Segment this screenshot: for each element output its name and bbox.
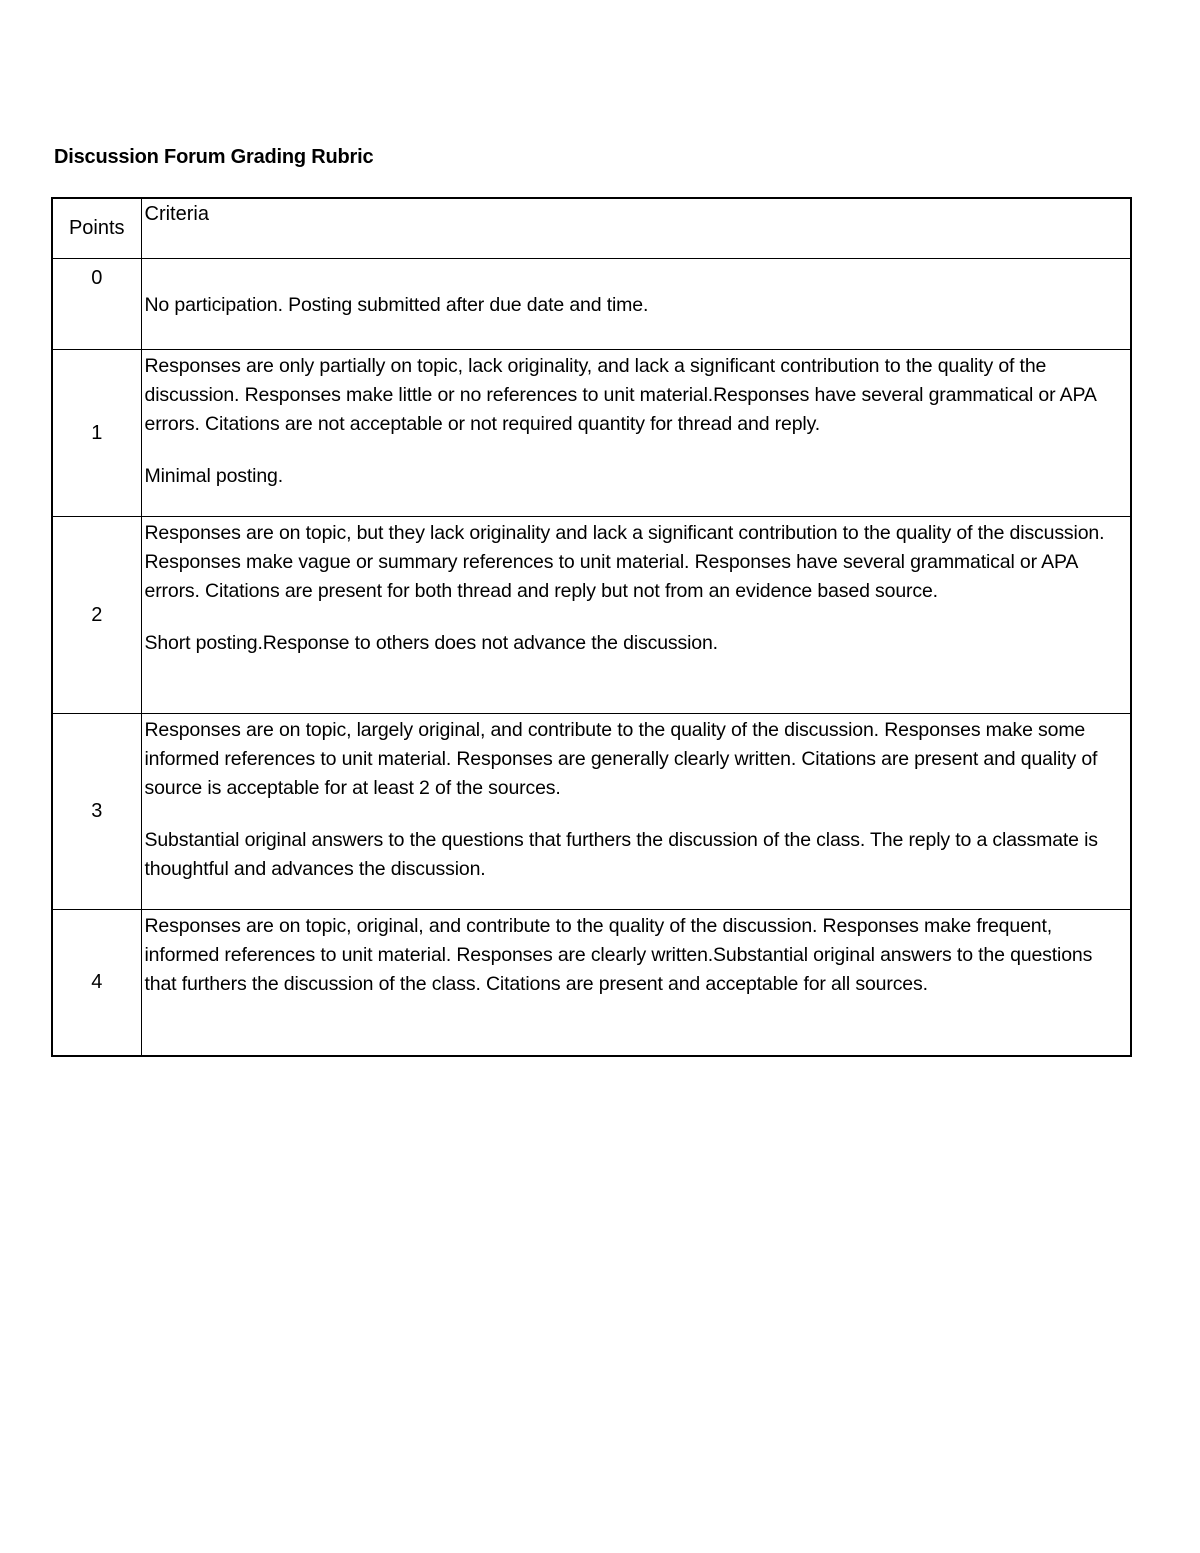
criteria-text: No participation. Posting submitted after due date and time.	[144, 293, 649, 316]
table-row	[52, 350, 1131, 517]
criteria-note: Minimal posting.	[144, 465, 283, 487]
points-value: 2	[52, 517, 141, 714]
criteria-text: Responses are on topic, largely original, and contribute to the quality of the discussion. Responses make some informed references to unit material. Responses are generally clearly written. Citations are present and quality of source is acceptable for at least 2 of the sources.	[144, 719, 1098, 799]
table-row	[52, 910, 1131, 1057]
criteria-note: Substantial original answers to the questions that furthers the discussion of the class. The reply to a classmate is thoughtful and advances the discussion.	[144, 829, 1098, 880]
points-value: 3	[52, 714, 141, 910]
criteria-note: Short posting.Response to others does not advance the discussion.	[144, 632, 718, 654]
points-value: 4	[52, 910, 141, 1057]
table-header-row	[52, 198, 1131, 259]
criteria-cell	[141, 259, 1131, 350]
table-row	[52, 714, 1131, 910]
criteria-cell	[141, 350, 1131, 517]
criteria-column-header: Criteria	[141, 198, 1131, 259]
rubric-table	[51, 197, 1132, 1057]
points-value: 0	[52, 259, 141, 350]
criteria-cell	[141, 517, 1131, 714]
page-title: Discussion Forum Grading Rubric	[54, 146, 374, 168]
criteria-cell	[141, 714, 1131, 910]
criteria-cell	[141, 910, 1131, 1057]
points-value: 1	[52, 350, 141, 517]
criteria-text: Responses are on topic, original, and contribute to the quality of the discussion. Responses make frequent, informed references to unit material. Responses are clearly written.Substantial original answers to the questions that furthers the discussion of the class. Citations are present and acceptable for all sources.	[144, 915, 1093, 995]
criteria-text: Responses are on topic, but they lack originality and lack a significant contribution to the quality of the discussion. Responses make vague or summary references to unit material. Responses have several grammatical or APA errors. Citations are present for both thread and reply but not from an evidence based source.	[144, 522, 1105, 602]
criteria-text: Responses are only partially on topic, lack originality, and lack a significant contribution to the quality of the discussion. Responses make little or no references to unit material.Responses have several grammatical or APA errors. Citations are not acceptable or not required quantity for thread and reply.	[144, 355, 1096, 435]
table-row	[52, 517, 1131, 714]
points-column-header: Points	[52, 198, 141, 259]
table-row	[52, 259, 1131, 350]
